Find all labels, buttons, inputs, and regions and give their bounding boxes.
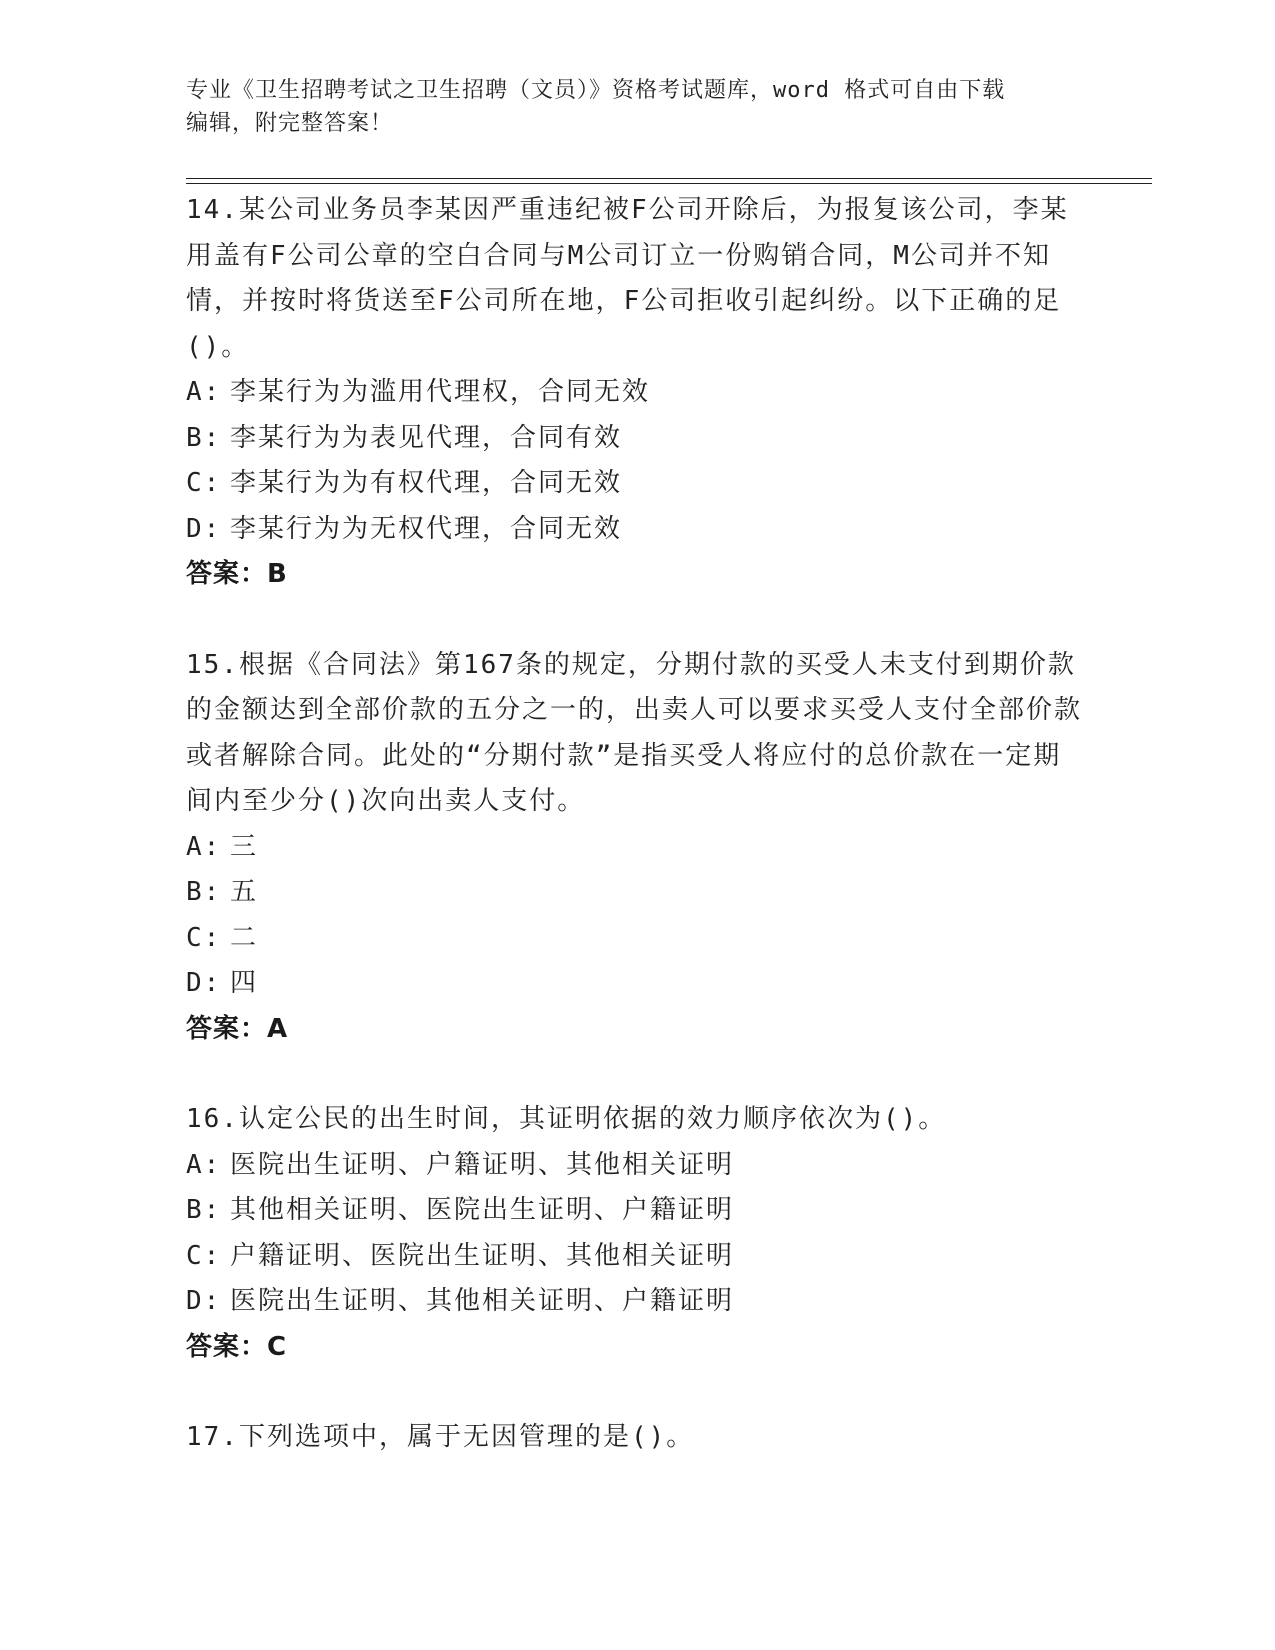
option-key: B: bbox=[186, 422, 222, 453]
question-15 bbox=[186, 643, 1086, 1053]
option-b bbox=[186, 416, 1086, 462]
option-b bbox=[186, 870, 1086, 916]
option-d bbox=[186, 507, 1086, 553]
option-text: 医院出生证明、其他相关证明、户籍证明 bbox=[230, 1286, 735, 1316]
option-key: B: bbox=[186, 877, 222, 907]
option-key: D: bbox=[186, 968, 222, 998]
option-key: D: bbox=[186, 1286, 222, 1316]
option-key: A: bbox=[186, 377, 222, 407]
option-key: A: bbox=[186, 831, 222, 862]
option-c bbox=[186, 1234, 1086, 1280]
option-text: 李某行为为无权代理，合同无效 bbox=[230, 513, 623, 544]
option-c bbox=[186, 916, 1086, 962]
option-text: 李某行为为有权代理，合同无效 bbox=[230, 468, 623, 498]
question-list bbox=[186, 188, 1086, 1506]
question-16 bbox=[186, 1097, 1086, 1370]
option-key: C: bbox=[186, 468, 222, 498]
option-d bbox=[186, 1279, 1086, 1325]
header-line-1: 专业《卫生招聘考试之卫生招聘（文员）》资格考试题库，word 格式可自由下载 bbox=[186, 78, 1006, 103]
option-key: A: bbox=[186, 1149, 222, 1180]
option-key: C: bbox=[186, 922, 222, 953]
option-text: 三 bbox=[230, 831, 259, 862]
option-key: B: bbox=[186, 1195, 222, 1225]
option-c bbox=[186, 461, 1086, 507]
header-divider-bottom bbox=[186, 183, 1152, 184]
header-line-2: 编辑，附完整答案！ bbox=[186, 111, 394, 136]
question-stem: 15.根据《合同法》第167条的规定，分期付款的买受人未支付到期价款的金额达到全部价款的五分之一的，出卖人可以要求买受人支付全部价款或者解除合同。此处的“分期付款”是指买受人将应付的总价款在一定期间内至少分()次向出卖人支付。 bbox=[186, 649, 1083, 816]
option-a bbox=[186, 370, 1086, 416]
option-text: 其他相关证明、医院出生证明、户籍证明 bbox=[230, 1195, 735, 1225]
answer-line: 答案：B bbox=[186, 559, 288, 589]
question-stem: 16.认定公民的出生时间，其证明依据的效力顺序依次为()。 bbox=[186, 1104, 947, 1134]
answer-line: 答案：A bbox=[186, 1013, 289, 1044]
option-b bbox=[186, 1188, 1086, 1234]
question-stem: 17.下列选项中，属于无因管理的是()。 bbox=[186, 1422, 695, 1452]
option-key: C: bbox=[186, 1240, 222, 1271]
option-d bbox=[186, 961, 1086, 1007]
header-divider-top bbox=[186, 178, 1152, 179]
option-key: D: bbox=[186, 513, 222, 544]
answer-line: 答案：C bbox=[186, 1331, 288, 1362]
option-text: 二 bbox=[230, 922, 259, 953]
question-17 bbox=[186, 1415, 1086, 1461]
option-text: 五 bbox=[230, 877, 259, 907]
option-text: 户籍证明、医院出生证明、其他相关证明 bbox=[230, 1240, 735, 1271]
question-stem: 14.某公司业务员李某因严重违纪被F公司开除后，为报复该公司，李某用盖有F公司公章的空白合同与M公司订立一份购销合同，M公司并不知情，并按时将货送至F公司所在地，F公司拒收引起纠纷。以下正确的足()。 bbox=[186, 195, 1069, 362]
option-text: 李某行为为滥用代理权，合同无效 bbox=[230, 377, 651, 407]
option-a bbox=[186, 825, 1086, 871]
question-14 bbox=[186, 188, 1086, 598]
document-header bbox=[186, 74, 1066, 140]
option-text: 四 bbox=[230, 968, 259, 998]
option-text: 医院出生证明、户籍证明、其他相关证明 bbox=[230, 1149, 735, 1180]
option-text: 李某行为为表见代理，合同有效 bbox=[230, 422, 623, 453]
option-a bbox=[186, 1143, 1086, 1189]
